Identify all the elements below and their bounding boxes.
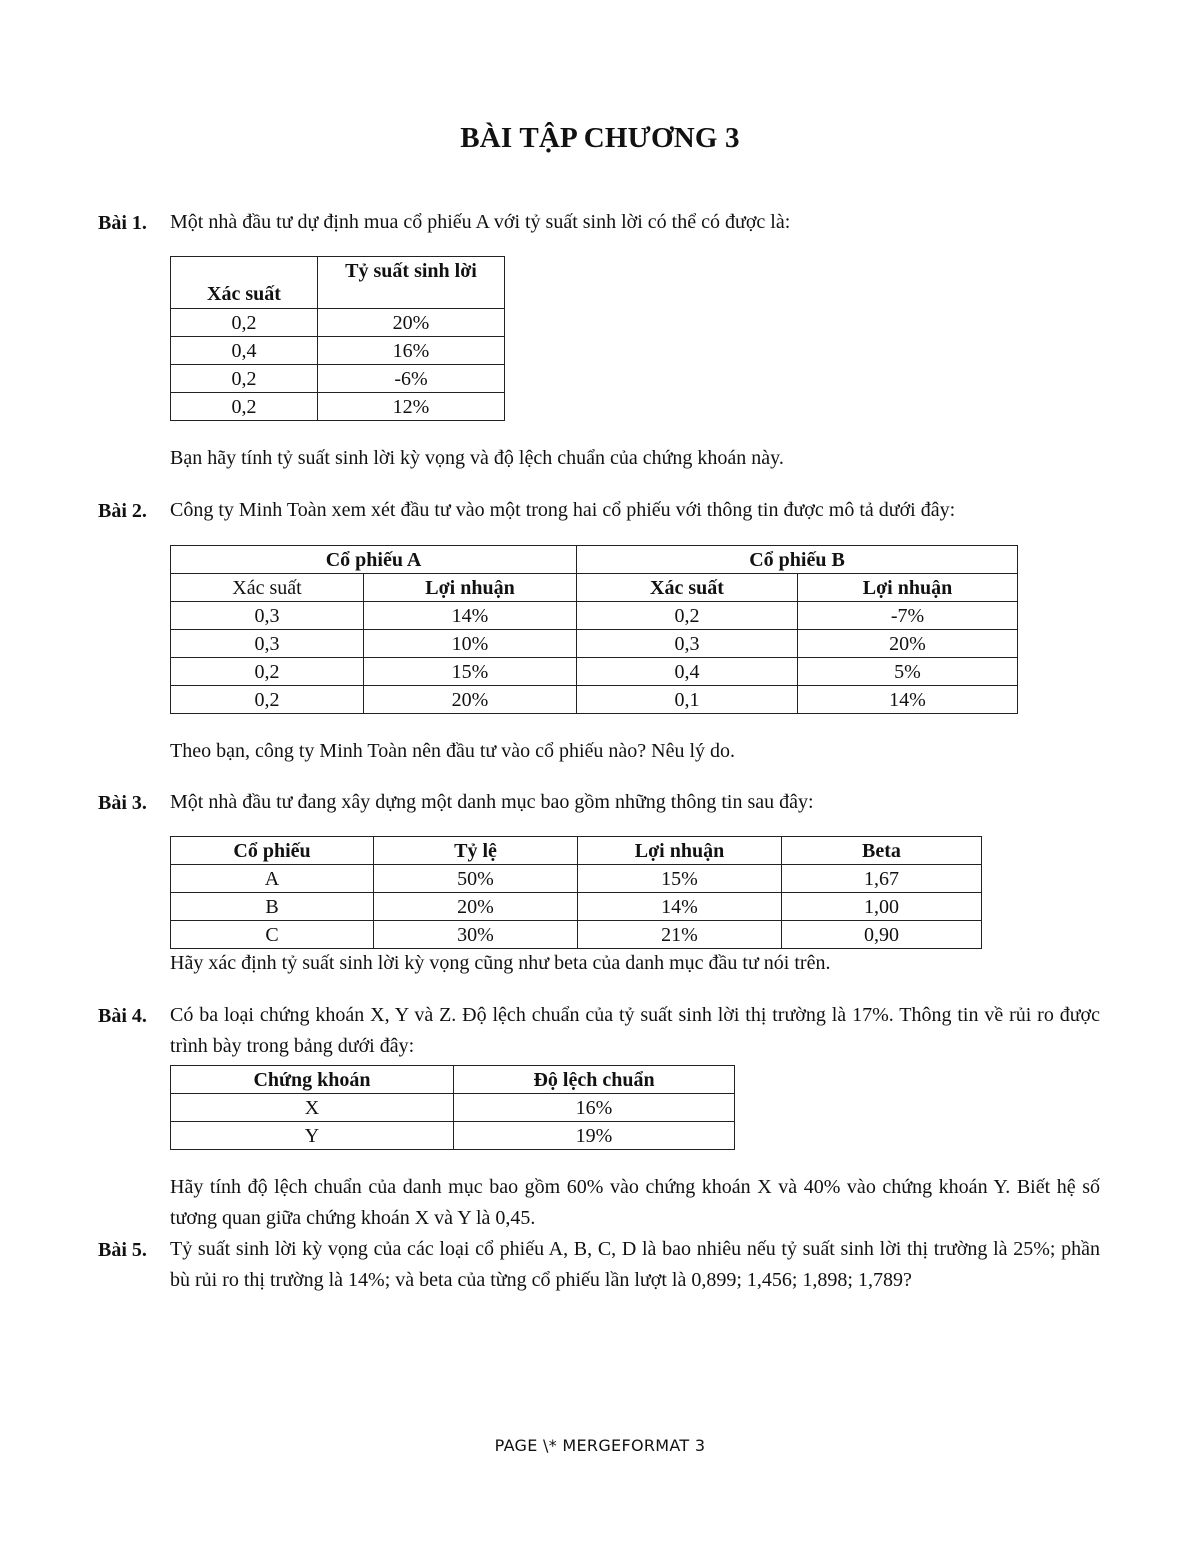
bai4-header-stdev: Độ lệch chuẩn bbox=[454, 1066, 735, 1094]
table-row bbox=[171, 309, 505, 337]
bai2-cell: 0,3 bbox=[171, 630, 364, 658]
bai2-group-header-a: Cổ phiếu A bbox=[171, 546, 577, 574]
table-row bbox=[171, 1122, 735, 1150]
bai4-cell: Y bbox=[171, 1122, 454, 1150]
bai2-cell: 14% bbox=[364, 602, 577, 630]
bai3-cell: 50% bbox=[374, 865, 578, 893]
bai3-header-weight: Tỷ lệ bbox=[374, 837, 578, 865]
bai1-cell: 0,4 bbox=[171, 337, 318, 365]
bai2-header-probability-b: Xác suất bbox=[577, 574, 798, 602]
bai1-header-probability: Xác suất bbox=[171, 257, 318, 309]
bai1-task: Bạn hãy tính tỷ suất sinh lời kỳ vọng và độ lệch chuẩn của chứng khoán này. bbox=[170, 447, 784, 469]
bai3-header-profit: Lợi nhuận bbox=[578, 837, 782, 865]
bai1-cell: 0,2 bbox=[171, 393, 318, 421]
bai3-cell: 1,67 bbox=[782, 865, 982, 893]
bai3-cell: 14% bbox=[578, 893, 782, 921]
table-row bbox=[171, 686, 1018, 714]
bai3-table bbox=[170, 836, 982, 949]
page-footer: PAGE \* MERGEFORMAT 3 bbox=[494, 1436, 706, 1455]
bai2-cell: 20% bbox=[798, 630, 1018, 658]
bai2-cell: 0,2 bbox=[577, 602, 798, 630]
bai2-group-header-b: Cổ phiếu B bbox=[577, 546, 1018, 574]
table-row bbox=[171, 893, 982, 921]
bai1-cell: -6% bbox=[318, 365, 505, 393]
bai2-cell: 10% bbox=[364, 630, 577, 658]
bai2-header-profit-a: Lợi nhuận bbox=[364, 574, 577, 602]
bai3-label: Bài 3. bbox=[98, 792, 147, 814]
bai4-task: Hãy tính độ lệch chuẩn của danh mục bao gồm 60% vào chứng khoán X và 40% vào chứng khoán Y. Biết hệ số tương quan giữa chứng khoán X và Y là 0,45. bbox=[170, 1176, 1100, 1229]
bai2-header-profit-b: Lợi nhuận bbox=[798, 574, 1018, 602]
bai1-cell: 0,2 bbox=[171, 309, 318, 337]
bai2-cell: 0,2 bbox=[171, 658, 364, 686]
bai5-label: Bài 5. bbox=[98, 1239, 147, 1261]
bai3-cell: 20% bbox=[374, 893, 578, 921]
bai4-table bbox=[170, 1065, 735, 1150]
bai3-question: Một nhà đầu tư đang xây dựng một danh mục bao gồm những thông tin sau đây: bbox=[170, 791, 814, 813]
bai1-header-return: Tỷ suất sinh lời bbox=[318, 257, 505, 309]
bai3-cell: A bbox=[171, 865, 374, 893]
bai3-cell: C bbox=[171, 921, 374, 949]
bai3-header-stock: Cổ phiếu bbox=[171, 837, 374, 865]
bai1-table bbox=[170, 256, 505, 421]
bai2-cell: 14% bbox=[798, 686, 1018, 714]
bai1-cell: 20% bbox=[318, 309, 505, 337]
bai2-header-probability-a: Xác suất bbox=[171, 574, 364, 602]
table-row bbox=[171, 337, 505, 365]
bai3-cell: B bbox=[171, 893, 374, 921]
bai1-cell: 0,2 bbox=[171, 365, 318, 393]
bai3-header-beta: Beta bbox=[782, 837, 982, 865]
table-row bbox=[171, 1094, 735, 1122]
bai1-question: Một nhà đầu tư dự định mua cổ phiếu A với tỷ suất sinh lời có thể có được là: bbox=[170, 211, 791, 233]
table-row bbox=[171, 602, 1018, 630]
bai3-task: Hãy xác định tỷ suất sinh lời kỳ vọng cũng như beta của danh mục đầu tư nói trên. bbox=[170, 952, 831, 974]
table-row bbox=[171, 630, 1018, 658]
bai2-question: Công ty Minh Toàn xem xét đầu tư vào một trong hai cổ phiếu với thông tin được mô tả dưới đây: bbox=[170, 499, 956, 521]
bai4-cell: 16% bbox=[454, 1094, 735, 1122]
bai4-label: Bài 4. bbox=[98, 1005, 147, 1027]
table-row bbox=[171, 365, 505, 393]
bai2-cell: 0,3 bbox=[171, 602, 364, 630]
bai5-question: Tỷ suất sinh lời kỳ vọng của các loại cổ phiếu A, B, C, D là bao nhiêu nếu tỷ suất sinh lời thị trường là 25%; phần bù rủi ro thị trường là 14%; và beta của từng cổ phiếu lần lượt là 0,899; 1,456; 1,898; 1,789? bbox=[170, 1238, 1100, 1291]
table-row bbox=[171, 865, 982, 893]
bai4-cell: X bbox=[171, 1094, 454, 1122]
bai2-cell: -7% bbox=[798, 602, 1018, 630]
bai2-cell: 0,2 bbox=[171, 686, 364, 714]
bai2-cell: 20% bbox=[364, 686, 577, 714]
bai4-question: Có ba loại chứng khoán X, Y và Z. Độ lệch chuẩn của tỷ suất sinh lời thị trường là 17%. Thông tin về rủi ro được trình bày trong bảng dưới đây: bbox=[170, 1004, 1100, 1057]
bai4-cell: 19% bbox=[454, 1122, 735, 1150]
bai1-label: Bài 1. bbox=[98, 212, 147, 234]
table-row bbox=[171, 658, 1018, 686]
page-title: BÀI TẬP CHƯƠNG 3 bbox=[460, 122, 740, 154]
bai1-cell: 12% bbox=[318, 393, 505, 421]
bai3-cell: 21% bbox=[578, 921, 782, 949]
bai2-cell: 0,3 bbox=[577, 630, 798, 658]
bai2-task: Theo bạn, công ty Minh Toàn nên đầu tư vào cổ phiếu nào? Nêu lý do. bbox=[170, 740, 736, 762]
table-row bbox=[171, 393, 505, 421]
bai2-label: Bài 2. bbox=[98, 500, 147, 522]
bai2-table bbox=[170, 545, 1018, 714]
bai3-cell: 1,00 bbox=[782, 893, 982, 921]
table-row bbox=[171, 921, 982, 949]
bai3-cell: 15% bbox=[578, 865, 782, 893]
bai3-cell: 30% bbox=[374, 921, 578, 949]
bai2-cell: 0,4 bbox=[577, 658, 798, 686]
bai2-cell: 15% bbox=[364, 658, 577, 686]
bai4-header-security: Chứng khoán bbox=[171, 1066, 454, 1094]
bai3-cell: 0,90 bbox=[782, 921, 982, 949]
bai1-cell: 16% bbox=[318, 337, 505, 365]
bai2-cell: 0,1 bbox=[577, 686, 798, 714]
bai2-cell: 5% bbox=[798, 658, 1018, 686]
